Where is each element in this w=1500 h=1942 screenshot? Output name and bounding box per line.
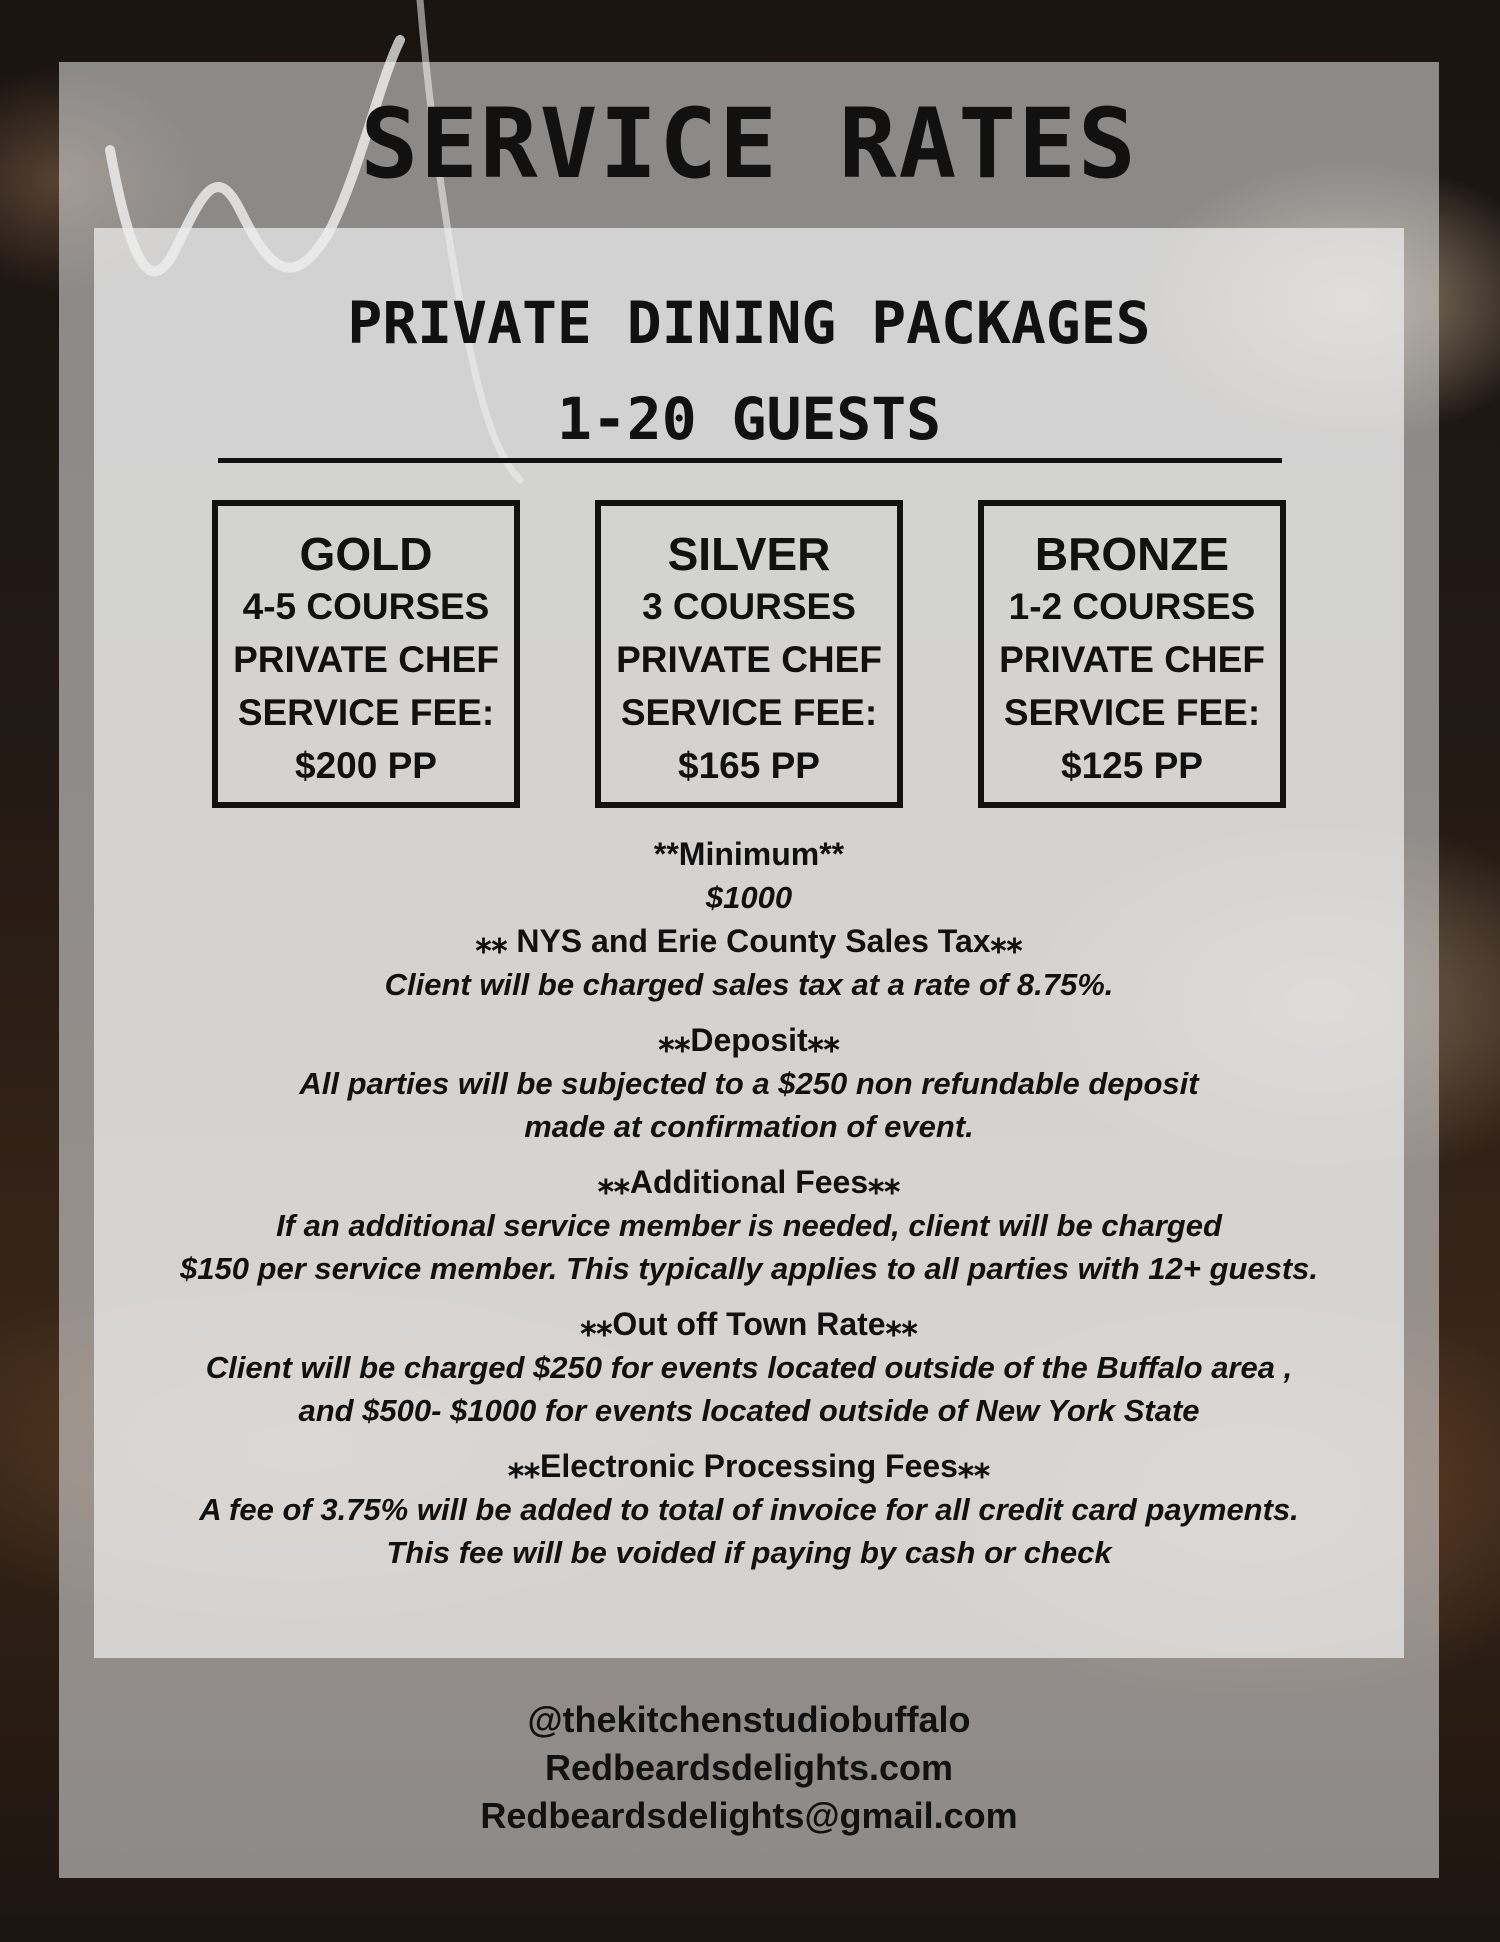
package-courses: 1-2 COURSES [1008, 586, 1256, 627]
package-fee-label: SERVICE FEE: [237, 692, 495, 733]
email-link: Redbeardsdelights@gmail.com [480, 1795, 1018, 1836]
additional-fees-text-2: $150 per service member. This typically applies to all parties with 12+ guests. [179, 1251, 1319, 1286]
website-link: Redbeardsdelights.com [544, 1747, 954, 1788]
package-price: $125 PP [1061, 745, 1203, 786]
package-bronze [978, 500, 1286, 808]
package-gold [212, 500, 520, 808]
divider [218, 458, 1282, 463]
subtitle-line-guests: 1-20 GUESTS [556, 385, 942, 453]
minimum-amount: $1000 [705, 880, 793, 915]
terms-section [94, 832, 1404, 1574]
out-of-town-text-2: and $500- $1000 for events located outside of New York State [298, 1393, 1200, 1428]
package-chef: PRIVATE CHEF [616, 639, 882, 680]
out-of-town-heading: ⁎⁎Out off Town Rate⁎⁎ [580, 1306, 918, 1342]
package-name: GOLD [299, 528, 433, 580]
package-name: BRONZE [1034, 528, 1230, 580]
package-chef: PRIVATE CHEF [233, 639, 499, 680]
deposit-heading: ⁎⁎Deposit⁎⁎ [658, 1022, 840, 1058]
page-title: SERVICE RATES [360, 88, 1138, 200]
package-courses: 4-5 COURSES [242, 586, 490, 627]
tax-heading: ⁎⁎ NYS and Erie County Sales Tax⁎⁎ [475, 923, 1023, 959]
additional-fees-heading: ⁎⁎Additional Fees⁎⁎ [597, 1164, 901, 1200]
deposit-text-2: made at confirmation of event. [524, 1109, 974, 1144]
package-price: $200 PP [295, 745, 437, 786]
subtitle-line-packages: PRIVATE DINING PACKAGES [347, 289, 1151, 357]
processing-fees-text-2: This fee will be voided if paying by cash or check [386, 1535, 1112, 1570]
processing-fees-text-1: A fee of 3.75% will be added to total of invoice for all credit card payments. [199, 1492, 1299, 1527]
deposit-text-1: All parties will be subjected to a $250 non refundable deposit [299, 1066, 1199, 1101]
package-name: SILVER [667, 528, 831, 580]
social-handle: @thekitchenstudiobuffalo [527, 1699, 971, 1740]
packages-subtitle [94, 275, 1404, 467]
package-courses: 3 COURSES [642, 586, 856, 627]
minimum-heading: **Minimum** [653, 836, 845, 872]
tax-text: Client will be charged sales tax at a rate of 8.75%. [384, 967, 1114, 1002]
out-of-town-text-1: Client will be charged $250 for events located outside of the Buffalo area , [205, 1350, 1293, 1385]
package-fee-label: SERVICE FEE: [1003, 692, 1261, 733]
package-price: $165 PP [678, 745, 820, 786]
contact-info [59, 1696, 1439, 1840]
package-fee-label: SERVICE FEE: [620, 692, 878, 733]
package-silver [595, 500, 903, 808]
additional-fees-text-1: If an additional service member is needed, client will be charged [276, 1208, 1222, 1243]
package-chef: PRIVATE CHEF [999, 639, 1265, 680]
processing-fees-heading: ⁎⁎Electronic Processing Fees⁎⁎ [508, 1448, 990, 1484]
